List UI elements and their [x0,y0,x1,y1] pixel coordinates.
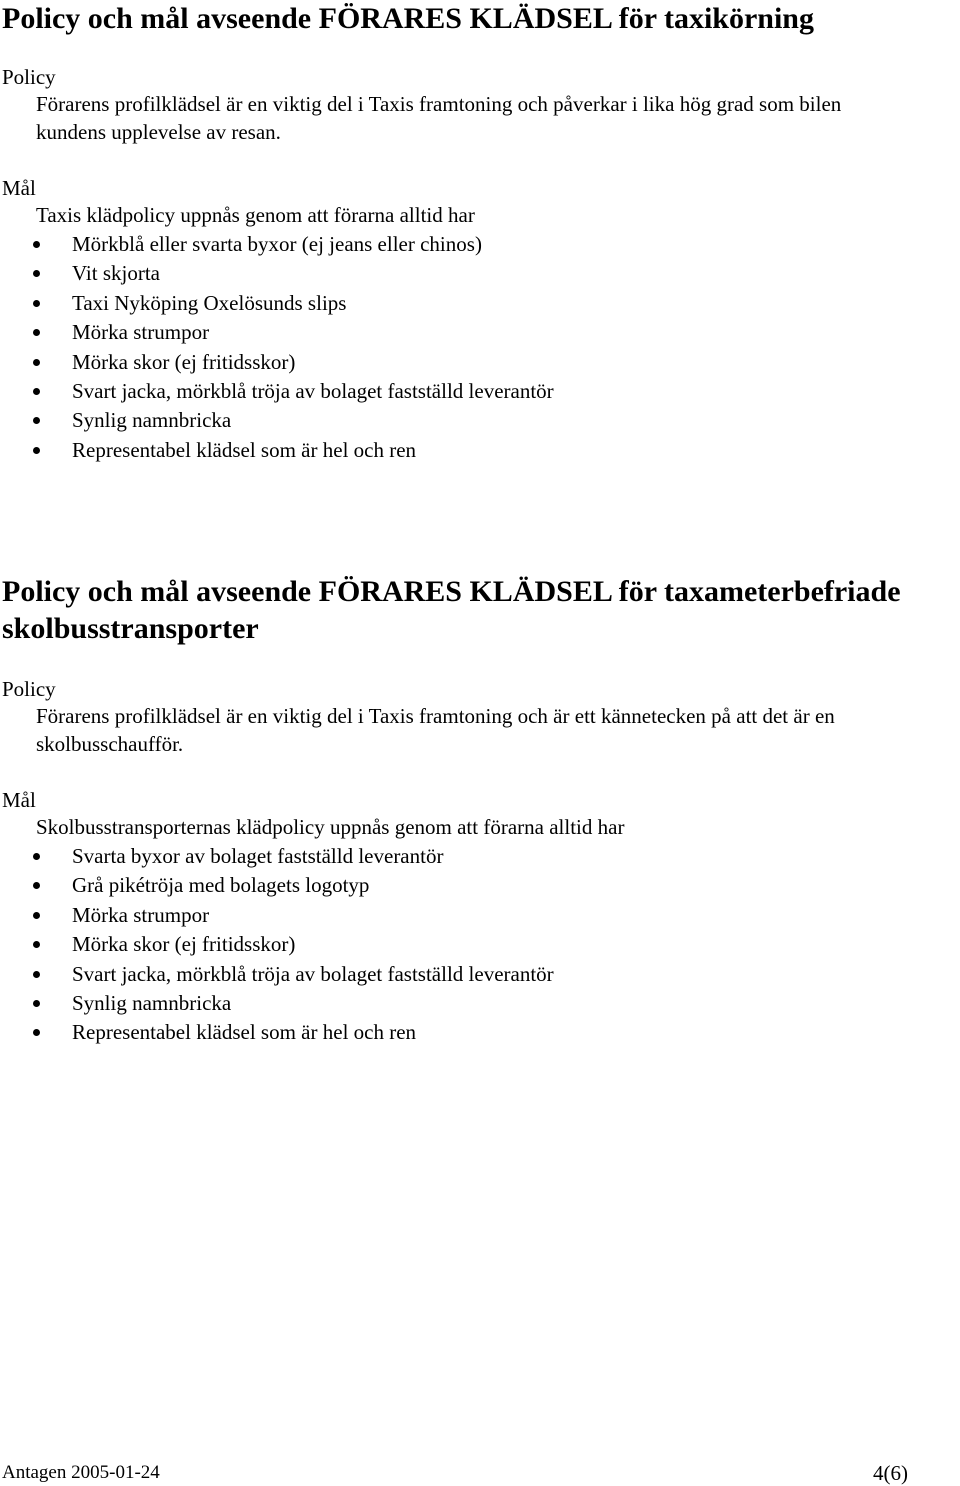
bullet-icon [33,912,40,919]
list-item: Mörka strumpor [0,318,554,347]
list-item: Representabel klädsel som är hel och ren [0,1018,554,1047]
list-item: Mörka strumpor [0,901,554,930]
footer-page-number: 4(6) [873,1461,908,1485]
bullet-icon [33,270,40,277]
section2-title-line1: Policy och mål avseende FÖRARES KLÄDSEL för taxameterbefriade [2,575,901,608]
list-item: Mörkblå eller svarta byxor (ej jeans eller chinos) [0,230,554,259]
list-item: Vit skjorta [0,259,554,288]
list-item: Grå pikétröja med bolagets logotyp [0,871,554,900]
section2-policy-text-line1: Förarens profilklädsel är en viktig del i Taxis framtoning och är ett kännetecken på att det är en [36,704,835,728]
section1-title: Policy och mål avseende FÖRARES KLÄDSEL för taxikörning [2,2,814,35]
bullet-icon [33,971,40,978]
bullet-icon [33,388,40,395]
section2-policy-text-line2: skolbusschaufför. [36,732,184,756]
list-item: Taxi Nyköping Oxelösunds slips [0,289,554,318]
bullet-icon [33,1000,40,1007]
section2-title-line2: skolbusstransporter [2,612,259,645]
footer-adopted-date: Antagen 2005-01-24 [2,1462,160,1483]
list-item: Mörka skor (ej fritidsskor) [0,348,554,377]
bullet-icon [33,359,40,366]
section1-goal-intro: Taxis klädpolicy uppnås genom att förarna alltid har [36,203,475,227]
bullet-icon [33,853,40,860]
bullet-icon [33,447,40,454]
list-item: Svart jacka, mörkblå tröja av bolaget fastställd leverantör [0,377,554,406]
bullet-icon [33,329,40,336]
section1-goal-heading: Mål [2,176,36,200]
list-item: Svart jacka, mörkblå tröja av bolaget fastställd leverantör [0,960,554,989]
bullet-icon [33,1029,40,1036]
section2-goal-list [0,842,554,1048]
section1-goal-list [0,230,554,465]
section1-policy-text-line2: kundens upplevelse av resan. [36,120,281,144]
bullet-icon [33,882,40,889]
list-item: Mörka skor (ej fritidsskor) [0,930,554,959]
bullet-icon [33,941,40,948]
list-item: Svarta byxor av bolaget fastställd leverantör [0,842,554,871]
bullet-icon [33,417,40,424]
section2-goal-heading: Mål [2,788,36,812]
list-item: Synlig namnbricka [0,989,554,1018]
list-item: Synlig namnbricka [0,406,554,435]
section1-policy-text-line1: Förarens profilklädsel är en viktig del i Taxis framtoning och påverkar i lika hög grad som bilen [36,92,842,116]
bullet-icon [33,300,40,307]
bullet-icon [33,241,40,248]
section1-policy-heading: Policy [2,65,56,89]
list-item: Representabel klädsel som är hel och ren [0,436,554,465]
section2-policy-heading: Policy [2,677,56,701]
section2-goal-intro: Skolbusstransporternas klädpolicy uppnås genom att förarna alltid har [36,815,625,839]
